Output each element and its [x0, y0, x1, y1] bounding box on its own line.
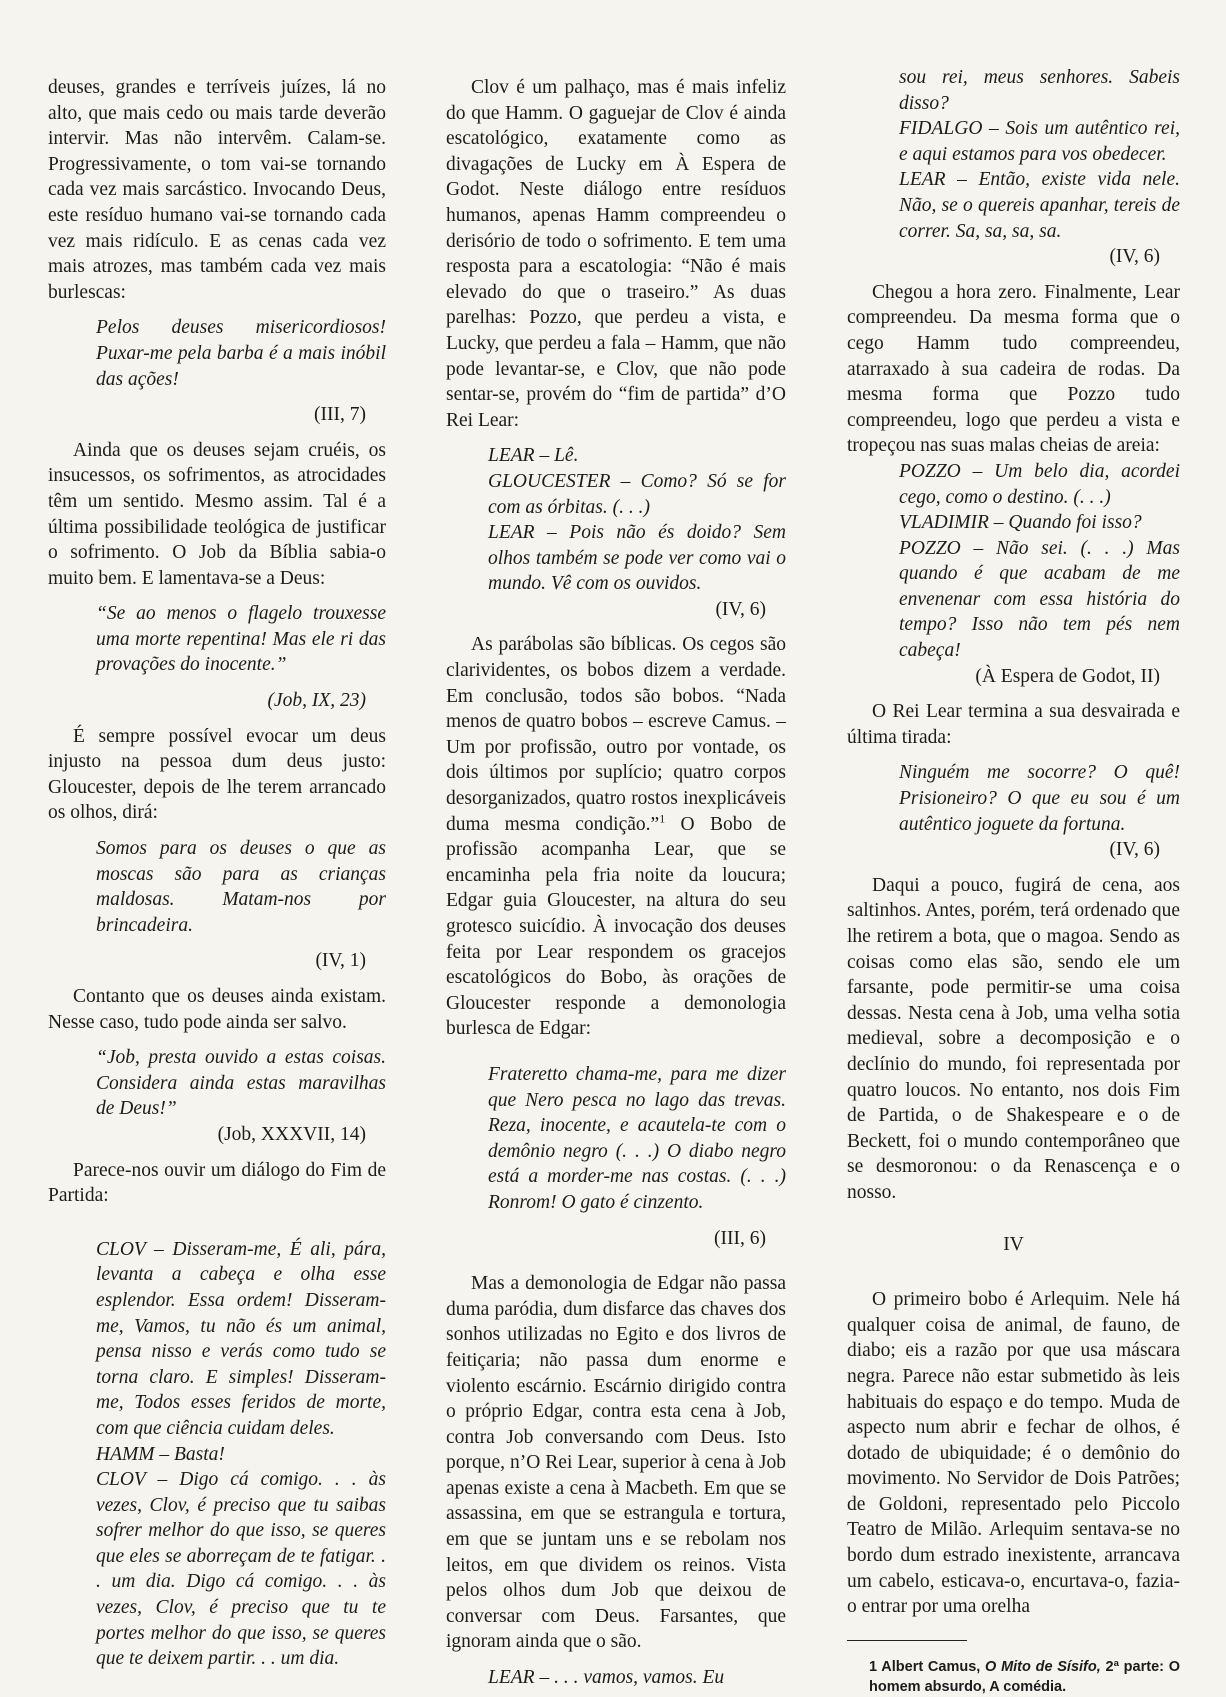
quote: GLOUCESTER – Como? Só se for com as órbitas. (. . .)	[488, 470, 786, 518]
column-right	[847, 65, 1180, 1697]
citation: (Job, XXXVII, 14)	[217, 1123, 366, 1145]
paragraph: Chegou a hora zero. Finalmente, Lear compreendeu. Da mesma forma que o cego Hamm tudo compreendeu, atarraxado à sua cadeira de rodas. Da mesma forma que Pozzo tudo compreendeu, logo que perdeu a vista e tropeçou nas suas malas cheias de areia:	[847, 281, 1180, 457]
footnote-reference: 1	[659, 811, 666, 826]
paragraph: Contanto que os deuses ainda existam. Nesse caso, tudo pode ainda ser salvo.	[48, 986, 386, 1033]
paragraph-text: As parábolas são bíblicas. Os cegos são clarividentes, os bobos dizem a verdade. Em conclusão, todos são bobos. “Nada menos de quatro bobos – escreve Camus. – Um por profissão, outro por vontade, os dois últimos por suplício; quatro corpos desorganizados, quatro rostos inexplicáveis duma mesma condição.”	[446, 634, 786, 835]
paragraph: deuses, grandes e terríveis juízes, lá no alto, que mais cedo ou mais tarde deverão intervir. Mas não intervêm. Calam-se. Progressivamente, o tom vai-se tornando cada vez mais sarcástico. Invocando Deus, este resíduo humano vai-se tornando cada vez mais ridículo. E as cenas cada vez mais atrozes, mas também cada vez mais burlescas:	[48, 77, 386, 303]
quote: VLADIMIR – Quando foi isso?	[899, 512, 1142, 534]
column-middle	[446, 75, 786, 1691]
citation: (À Espera de Godot, II)	[975, 665, 1160, 687]
paragraph: Daqui a pouco, fugirá de cena, aos saltinhos. Antes, porém, terá ordenado que lhe retirem a bota, que o magoa. Sendo as coisas como elas são, sendo ele um farsante, pode permitir-se uma coisa dessas. Nesta cena à Job, uma velha sotia medieval, sobre a decomposição e o declínio do mundo, foi representada por quatro loucos. No entanto, nos dois Fim de Partida, o de Shakespeare e o de Beckett, foi o mundo contemporâneo que se desmoronou: o da Renascença e o nosso.	[847, 874, 1180, 1203]
citation: (IV, 6)	[1109, 839, 1160, 861]
citation: (IV, 6)	[715, 598, 766, 620]
section-heading: IV	[1003, 1233, 1024, 1255]
citation: (IV, 6)	[1109, 246, 1160, 268]
paragraph: O primeiro bobo é Arlequim. Nele há qualquer coisa de animal, de fauno, de diabo; eis a razão por que usa máscara negra. Parece não estar submetido às leis habituais do espaço e do tempo. Muda de aspecto num abrir e fechar de olhos, é dotado de ubiquidade; é o demônio do movimento. No Servidor de Dois Patrões; de Goldoni, representado pelo Piccolo Teatro de Milão. Arlequim sentava-se no bordo dum estrado inexistente, arrancava um cabelo, esticava-o, encurtava-o, fazia-o entrar por uma orelha	[847, 1289, 1180, 1618]
quote: Frateretto chama-me, para me dizer que Nero pesca no lago das trevas. Reza, inocente, e acautela-te com o demônio negro (. . .) O diabo negro está a morder-me nas costas. (. . .) Ronrom! O gato é cinzento.	[488, 1063, 786, 1213]
paragraph: Clov é um palhaço, mas é mais infeliz do que Hamm. O gaguejar de Clov é ainda escatológico, exatamente como as divagações de Lucky em À Espera de Godot. Neste diálogo entre resíduos humanos, apenas Hamm compreendeu o derisório de todo o sofrimento. E tem uma resposta para a escatologia: “Não é mais elevado do que o traseiro.” As duas parelhas: Pozzo, que perdeu a vista, e Lucky, que perdeu a fala – Hamm, que não pode levantar-se, e Clov, que não pode sentar-se, provém do “fim de partida” d’O Rei Lear:	[446, 77, 786, 431]
quote: CLOV – Digo cá comigo. . . às vezes, Clov, é preciso que tu saibas sofrer melhor do que isso, se queres que eles se aborreçam de te fatigar. . . um dia. Digo cá comigo. . . às vezes, Clov, é preciso que tu te portes melhor do que isso, se queres que te deixem partir. . . um dia.	[96, 1469, 386, 1670]
quote: Pelos deuses misericordiosos! Puxar-me pela barba é a mais inóbil das ações!	[96, 317, 386, 390]
quote: LEAR – Então, existe vida nele. Não, se o quereis apanhar, tereis de correr. Sa, sa, sa, sa.	[899, 169, 1180, 242]
paragraph: Parece-nos ouvir um diálogo do Fim de Partida:	[48, 1159, 386, 1207]
footnote-title: O Mito de Sísifo,	[985, 1658, 1101, 1675]
footnote-author: Albert Camus,	[881, 1658, 981, 1675]
paragraph: Ainda que os deuses sejam cruéis, os insucessos, os sofrimentos, as atrocidades têm um sentido. Mesmo assim. Tal é a última possibilidade teológica de justificar o sofrimento. O Job da Bíblia sabia-o muito bem. E lamentava-se a Deus:	[48, 439, 386, 589]
quote: “Job, presta ouvido a estas coisas. Considera ainda estas maravilhas de Deus!”	[96, 1047, 386, 1120]
citation: (III, 6)	[714, 1227, 766, 1249]
citation: (IV, 1)	[315, 950, 366, 972]
quote: LEAR – Lê.	[488, 445, 579, 467]
quote: sou rei, meus senhores. Sabeis disso?	[899, 67, 1180, 114]
citation: (III, 7)	[314, 404, 366, 426]
footnote-text: 2ª parte: O homem absurdo, A comédia.	[869, 1658, 1180, 1695]
paragraph: Mas a demonologia de Edgar não passa duma paródia, dum disfarce das chaves dos sonhos utilizadas no Egito e dos livros de feitiçaria; não passa dum enorme e violento escárnio. Escárnio dirigido contra o próprio Edgar, contra esta cena à Job, contra Job conversando com Deus. Isto porque, n’O Rei Lear, superior à cena à Job apenas existe a cena à Macbeth. Em que se assassina, em que se estrangula e tortura, em que se juntam uns e se rebolam nos leitos, em que dividem os reinos. Vista pelos olhos dum Job que deixou de conversar com Deus. Farsantes, que ignoram ainda que o são.	[446, 1273, 786, 1653]
quote: Ninguém me socorre? O quê! Prisioneiro? O que eu sou é um autêntico joguete da fortuna.	[899, 762, 1180, 835]
quote: FIDALGO – Sois um autêntico rei, e aqui estamos para vos obedecer.	[899, 118, 1180, 165]
quote: LEAR – Pois não és doido? Sem olhos também se pode ver como vai o mundo. Vê com os ouvidos.	[488, 522, 786, 595]
footnote-divider	[847, 1640, 967, 1641]
quote: “Se ao menos o flagelo trouxesse uma morte repentina! Mas ele ri das provações do inocente.”	[96, 603, 386, 676]
footnote	[847, 1657, 1180, 1697]
column-left	[48, 75, 386, 1672]
quote: Somos para os deuses o que as moscas são para as crianças maldosas. Matam-nos por brincadeira.	[96, 838, 386, 936]
quote: POZZO – Não sei. (. . .) Mas quando é que acabam de me envenenar com essa história do tempo? Isso não tem pés nem cabeça!	[899, 537, 1180, 662]
quote: CLOV – Disseram-me, É ali, pára, levanta a cabeça e olha esse esplendor. Essa ordem! Disseram-me, Vamos, tu não és um animal, pensa nisso e verás como tudo se torna claro. E simples! Disseram-me, Todos esses feridos de morte, com que ciência cuidam deles.	[96, 1238, 386, 1439]
paragraph: É sempre possível evocar um deus injusto na pessoa dum deus justo: Gloucester, depois de lhe terem arrancado os olhos, dirá:	[48, 725, 386, 824]
footnote-number: 1	[869, 1658, 878, 1675]
citation: (Job, IX, 23)	[267, 690, 366, 712]
quote: HAMM – Basta!	[96, 1443, 225, 1465]
paragraph	[446, 632, 786, 1042]
quote: POZZO – Um belo dia, acordei cego, como o destino. (. . .)	[899, 460, 1180, 508]
quote: LEAR – . . . vamos, vamos. Eu	[488, 1667, 725, 1689]
paragraph: O Rei Lear termina a sua desvairada e última tirada:	[847, 701, 1180, 748]
paragraph-text: O Bobo de profissão acompanha Lear, que se encaminha pela fria noite da loucura; Edgar guia Gloucester, na altura do seu grotesco suicídio. À invocação dos deuses feita por Lear respondem os gracejos escatológicos do Bobo, às orações de Gloucester responde a demonologia burlesca de Edgar:	[446, 813, 786, 1040]
